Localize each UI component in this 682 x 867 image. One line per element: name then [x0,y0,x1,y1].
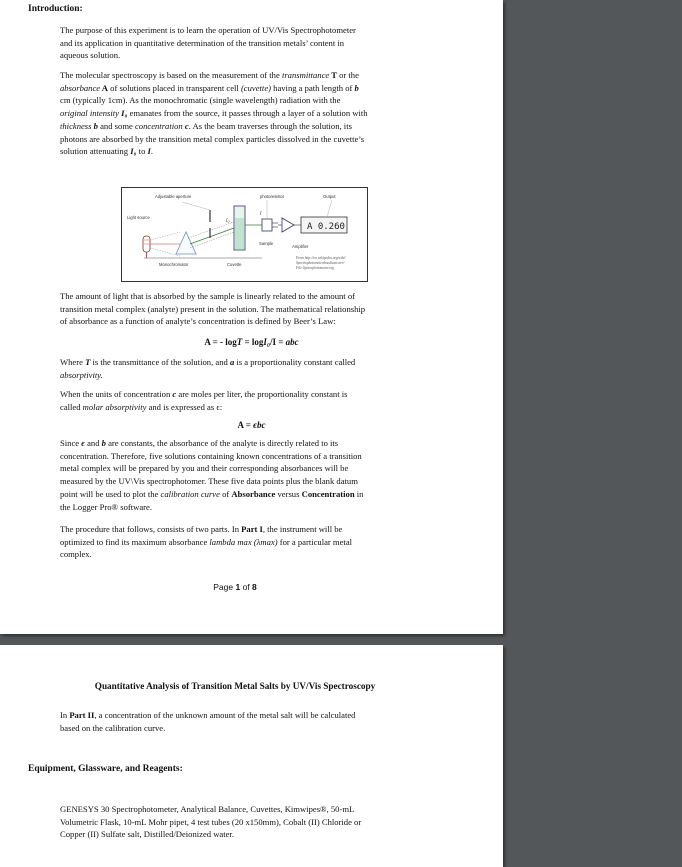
monochromator-label: Monochromator [159,262,189,267]
text-run: versus [275,488,302,499]
sample-label: Sample [259,241,274,246]
text-line: and its application in quantitative determination of the transition metals’ content in [60,37,345,48]
text-run: and some [97,120,135,131]
text-run: molar absorptivity [82,401,147,412]
text-run: are moles per liter, the proportionality constant is [176,389,348,399]
document-title: Quantitative Analysis of Transition Metal Salts by UV/Vis Spectroscopy [94,681,376,691]
text-run: thickness [60,120,92,131]
text-run: for a particular metal [277,536,353,547]
text-run: The molecular spectroscopy is based on the measurement of the [60,70,282,80]
text-run: absorbance [60,82,101,93]
text-run: ϵ [81,438,85,448]
text-run: b [101,438,106,448]
eq-run: /I = [270,337,286,347]
light-bulb-icon [143,236,150,258]
text-run: b [354,82,359,93]
text-run: of [219,488,232,499]
text-run: called [60,401,83,412]
text-run: . [150,146,154,157]
text-run: I [147,146,151,157]
text-run: , a concentration of the unknown amount of the metal salt will be calculated [94,710,356,720]
text-line: aqueous solution. [60,50,121,61]
text-run: In [60,710,70,720]
adjustable-aperture-label: Adjustable aperture [155,194,192,199]
molar-equation [0,420,503,430]
text-line: cm (typically 1cm). As the monochromatic (single wavelength) radiation with the [60,95,341,106]
text-run: 8 [252,582,257,592]
text-run: A [100,82,108,93]
text-run: . As the beam traverses through the solution, its [188,120,352,131]
text-line: Volumetric Flask, 10-mL Mohr pipet, 4 test tubes (20 x150mm), Cobalt (II) Chloride or [60,816,362,827]
text-line: Copper (II) Sulfate salt, Distilled/Deionized water. [60,829,234,840]
light-source-label: Light source [127,215,150,220]
text-run: transmittance [281,70,330,80]
text-run: Part I [241,524,263,534]
text-line: The purpose of this experiment is to learn the operation of UV/Vis Spectrophotometer [60,25,356,35]
absorptivity-paragraph [60,356,448,381]
i0-label: I₀ [226,218,230,224]
text-run: point will be used to plot the [60,488,161,499]
photoresistor-label: photoresistor [260,194,285,199]
equipment-list-paragraph [60,803,448,841]
eq-run: ϵbc [253,420,266,430]
text-run: (λmax) [251,536,278,547]
document-page-2 [0,645,503,867]
text-run: , the instrument will be [262,524,343,534]
text-run: Absorbance [231,488,276,499]
text-run: and is expressed as ϵ: [146,401,223,412]
eq-run: abc [285,337,299,347]
text-run: T [329,70,337,80]
text-run: optimized to find its maximum absorbance [60,536,210,547]
text-run: and [84,438,102,448]
equipment-heading: Equipment, Glassware, and Reagents: [28,764,183,774]
text-run: The procedure that follows, consists of two parts. In [60,524,242,534]
text-run: Where [60,357,86,367]
introduction-heading: Introduction: [28,4,83,14]
i-label: I [260,211,262,217]
source-note-line: From http://en.wikipedia.org/wiki/ [296,256,346,260]
text-run: lambda max [209,536,252,547]
text-run: of [240,582,253,592]
beers-law-equation [0,337,503,347]
eq-run: A = [237,420,254,430]
text-run: solution attenuating [60,146,131,157]
photoresistor-icon [262,219,272,231]
text-run: c [182,120,189,131]
text-run: b [91,120,98,131]
text-line: transition metal complex (analyte) present in the solution. The mathematical relationship [60,303,366,314]
text-line: measured by the UV\Vis spectrophotomer. These five data points plus the blank datum [60,476,358,487]
text-line: The amount of light that is absorbed by the sample is linearly related to the amount of [60,291,355,301]
source-note-line: Spectrophotometer#mediaviewer/ [296,261,345,265]
beers-law-intro-paragraph [60,290,448,328]
text-run: Page [213,582,236,592]
eq-run: = log [242,337,264,347]
text-run: Since [60,438,82,448]
eq-run: I₀ [263,337,271,347]
amplifier-label: Amplifier [292,244,309,249]
cuvette-label: Cuvette [227,262,242,267]
text-run: When the units of concentration [60,389,173,399]
part-two-paragraph [60,709,448,734]
text-run: are constants, the absorbance of the analyte is directly related to its [105,438,339,448]
text-run: having a path length of [271,82,355,93]
text-run: a [229,357,235,367]
calibration-paragraph [60,437,448,513]
text-run: is a proportionality constant called [234,357,356,367]
amplifier-icon [282,218,294,232]
text-line: the Logger Pro® software. [60,501,152,512]
text-line: of absorbance as a function of analyte’s concentration is defined by Beer’s Law: [60,316,336,327]
text-run: (cuvette) [240,82,271,93]
text-run: Part II [69,710,95,720]
text-run: concentration [134,120,183,131]
text-run: calibration curve [160,488,220,499]
text-line: concentration. Therefore, five solutions containing known concentrations of a transition [60,450,362,461]
spectroscopy-paragraph [60,69,448,158]
text-run: or the [336,70,359,80]
purpose-paragraph [60,24,448,62]
text-line: GENESYS 30 Spectrophotometer, Analytical Balance, Cuvettes, Kimwipes®, 50-mL [60,804,355,814]
text-run: I₀ [118,108,128,119]
text-run: absorptivity. [60,369,103,380]
text-run: T [85,357,91,367]
text-run: Concentration [301,488,355,499]
procedure-paragraph [60,523,448,561]
page-number [0,582,470,592]
text-run: is the transmittance of the solution, and [90,357,230,367]
text-run: to [136,146,148,157]
text-run: 1 [235,582,241,592]
spectrophotometer-diagram [121,187,368,282]
source-note-line: File:Spetrophotometer.svg [296,266,334,270]
text-run: in [354,488,364,499]
text-line: based on the calibration curve. [60,722,166,733]
text-run: of solutions placed in transparent cell [108,82,241,93]
text-line: complex. [60,549,92,560]
output-display-value: A 0.260 [307,222,345,232]
molar-absorptivity-paragraph [60,388,448,413]
text-run: I₀ [130,146,137,157]
eq-run: A = - log [204,337,237,347]
eq-run: T [236,337,243,347]
text-run: c [172,389,177,399]
text-line: photons are absorbed by the transition metal complex particles dissolved in the cuvette’s [60,133,365,144]
text-run: emanates from the source, it passes through a layer of a solution with [127,108,368,119]
text-line: metal complex will be prepared by you and their corresponding absorbances will be [60,463,349,474]
output-label: Output [323,194,336,199]
text-run: original intensity [60,108,119,119]
spectrophotometer-schematic [122,188,367,281]
